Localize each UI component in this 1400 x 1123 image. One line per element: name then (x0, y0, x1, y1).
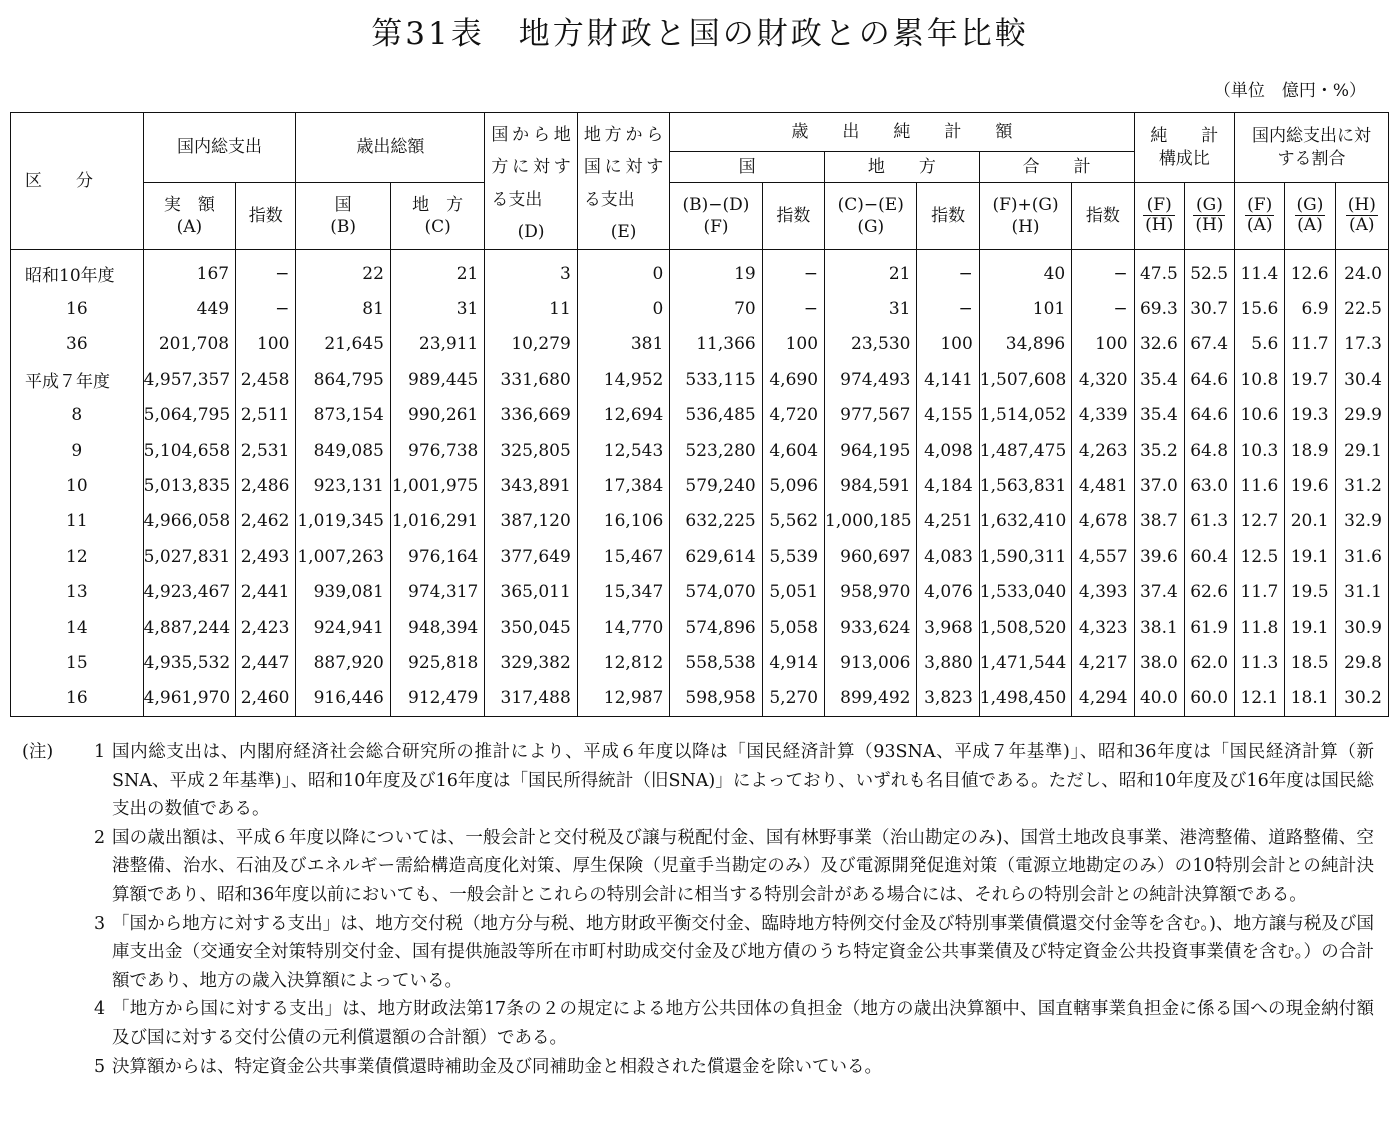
table-cell: 100 (1072, 327, 1134, 362)
notes-section (22, 738, 1374, 1081)
table-cell: − (1072, 291, 1134, 326)
header-junkei-gokei: 合 計 (979, 152, 1134, 183)
table-cell: 574,070 (670, 575, 762, 610)
table-cell: 317,488 (485, 681, 577, 717)
table-cell: 18.5 (1285, 645, 1335, 680)
header-bd-f: (B)−(D) (F) (670, 183, 762, 250)
table-cell: 10.6 (1235, 398, 1285, 433)
table-cell: 4,966,058 (143, 504, 235, 539)
table-cell: 2,462 (236, 504, 296, 539)
table-cell: 18.9 (1285, 433, 1335, 468)
note-number: 1 (94, 742, 106, 762)
table-cell: 377,649 (485, 539, 577, 574)
table-row (11, 250, 1389, 292)
table-cell: 15.6 (1235, 291, 1285, 326)
row-label: 16 (11, 681, 144, 717)
table-cell: 1,507,608 (979, 362, 1071, 397)
table-cell: 31 (825, 291, 917, 326)
table-cell: 964,195 (825, 433, 917, 468)
table-cell: 5,058 (762, 610, 824, 645)
table-cell: 3,823 (917, 681, 979, 717)
table-cell: 100 (236, 327, 296, 362)
table-cell: 4,320 (1072, 362, 1134, 397)
table-cell: 2,531 (236, 433, 296, 468)
table-cell: 960,697 (825, 539, 917, 574)
table-cell: 14,952 (577, 362, 669, 397)
table-cell: 2,447 (236, 645, 296, 680)
table-cell: 4,393 (1072, 575, 1134, 610)
table-cell: 16,106 (577, 504, 669, 539)
table-cell: 329,382 (485, 645, 577, 680)
table-cell: 5,027,831 (143, 539, 235, 574)
table-cell: − (917, 291, 979, 326)
table-cell: 47.5 (1134, 250, 1184, 292)
header-ratio-fh: $\frac{(F)}{(H)}$ (1134, 183, 1184, 250)
header-fg-h: (F)+(G) (H) (979, 183, 1071, 250)
row-label: 15 (11, 645, 144, 680)
table-cell: 30.7 (1184, 291, 1234, 326)
table-cell: 18.1 (1285, 681, 1335, 717)
table-cell: 325,805 (485, 433, 577, 468)
table-cell: 1,514,052 (979, 398, 1071, 433)
table-cell: 6.9 (1285, 291, 1335, 326)
table-cell: 38.0 (1134, 645, 1184, 680)
table-cell: 1,632,410 (979, 504, 1071, 539)
note-text: 「国から地方に対する支出」は、地方交付税（地方分与税、地方財政平衡交付金、臨時地方特例交付金及び特別事業債償還交付金等を含む。)、地方譲与税及び国庫支出金（交通安全対策特別交付金、国有提供施設等所在市町村助成交付金及び地方債のうち特定資金公共事業債及び特定資金公共投資事業債を含む。）の合計額であり、地方の歳入決算額によっている。 (112, 913, 1374, 991)
table-cell: 10.8 (1235, 362, 1285, 397)
table-cell: 4,083 (917, 539, 979, 574)
header-junkei-kuni: 国 (670, 152, 825, 183)
table-cell: 4,076 (917, 575, 979, 610)
table-cell: 933,624 (825, 610, 917, 645)
table-cell: 3,880 (917, 645, 979, 680)
row-label: 16 (11, 291, 144, 326)
table-cell: 100 (917, 327, 979, 362)
header-kubun: 区 分 (11, 113, 144, 250)
table-cell: 974,493 (825, 362, 917, 397)
table-cell: − (762, 291, 824, 326)
table-cell: 1,498,450 (979, 681, 1071, 717)
table-cell: 4,217 (1072, 645, 1134, 680)
table-cell: 948,394 (390, 610, 484, 645)
table-row (11, 398, 1389, 433)
table-row (11, 539, 1389, 574)
table-cell: 37.4 (1134, 575, 1184, 610)
table-cell: 0 (577, 291, 669, 326)
header-shisu-h: 指数 (1072, 183, 1134, 250)
note-number: 2 (94, 827, 106, 848)
table-cell: 5,013,835 (143, 468, 235, 503)
table-cell: 11.7 (1285, 327, 1335, 362)
table-cell: 37.0 (1134, 468, 1184, 503)
table-cell: 1,471,544 (979, 645, 1071, 680)
table-cell: 4,935,532 (143, 645, 235, 680)
table-cell: 35.2 (1134, 433, 1184, 468)
table-cell: 40.0 (1134, 681, 1184, 717)
table-cell: 350,045 (485, 610, 577, 645)
table-cell: 31.1 (1335, 575, 1388, 610)
table-cell: 62.0 (1184, 645, 1234, 680)
row-label: 10 (11, 468, 144, 503)
table-row (11, 327, 1389, 362)
table-cell: 536,485 (670, 398, 762, 433)
table-cell: 4,263 (1072, 433, 1134, 468)
header-wariai: 国内総支出に対する割合 (1235, 113, 1389, 183)
table-cell: 4,914 (762, 645, 824, 680)
table-cell: − (236, 291, 296, 326)
table-cell: 4,098 (917, 433, 979, 468)
table-cell: 977,567 (825, 398, 917, 433)
table-cell: 29.9 (1335, 398, 1388, 433)
table-cell: 11.4 (1235, 250, 1285, 292)
table-cell: 2,458 (236, 362, 296, 397)
table-cell: 2,486 (236, 468, 296, 503)
table-cell: 34,896 (979, 327, 1071, 362)
table-cell: 62.6 (1184, 575, 1234, 610)
table-cell: 984,591 (825, 468, 917, 503)
table-cell: 2,441 (236, 575, 296, 610)
table-cell: 2,493 (236, 539, 296, 574)
table-cell: 5,539 (762, 539, 824, 574)
header-ratio-gh: $\frac{(G)}{(H)}$ (1184, 183, 1234, 250)
table-cell: 924,941 (296, 610, 390, 645)
table-cell: 1,016,291 (390, 504, 484, 539)
table-cell: 15,347 (577, 575, 669, 610)
table-cell: 4,141 (917, 362, 979, 397)
table-cell: 19.6 (1285, 468, 1335, 503)
table-cell: 923,131 (296, 468, 390, 503)
table-cell: 15,467 (577, 539, 669, 574)
table-cell: 849,085 (296, 433, 390, 468)
table-cell: 1,487,475 (979, 433, 1071, 468)
table-cell: 12.5 (1235, 539, 1285, 574)
note-text: 国内総支出は、内閣府経済社会総合研究所の推計により、平成６年度以降は「国民経済計算（93SNA、平成７年基準)」、昭和36年度は「国民経済計算（新SNA、平成２年基準)」、昭和10年度及び16年度は「国民所得統計（旧SNA)」によっており、いずれも名目値である。ただし、昭和10年度及び16年度は国民総支出の数値である。 (112, 742, 1374, 820)
table-cell: 11.3 (1235, 645, 1285, 680)
table-cell: 38.1 (1134, 610, 1184, 645)
table-cell: 5,096 (762, 468, 824, 503)
table-cell: 939,081 (296, 575, 390, 610)
table-cell: 4,294 (1072, 681, 1134, 717)
table-cell: 381 (577, 327, 669, 362)
table-cell: 167 (143, 250, 235, 292)
note-item (22, 824, 1374, 910)
note-text: 決算額からは、特定資金公共事業債償還時補助金及び同補助金と相殺された償還金を除いている。 (112, 1056, 882, 1077)
table-row (11, 681, 1389, 717)
table-cell: 21,645 (296, 327, 390, 362)
table-body (11, 250, 1389, 717)
table-cell: 64.8 (1184, 433, 1234, 468)
table-cell: 23,530 (825, 327, 917, 362)
row-label: 36 (11, 327, 144, 362)
row-label: 8 (11, 398, 144, 433)
table-cell: 4,184 (917, 468, 979, 503)
table-cell: 1,001,975 (390, 468, 484, 503)
table-cell: 38.7 (1134, 504, 1184, 539)
table-cell: 4,678 (1072, 504, 1134, 539)
table-cell: 63.0 (1184, 468, 1234, 503)
table-cell: 912,479 (390, 681, 484, 717)
table-cell: 12,694 (577, 398, 669, 433)
table-cell: 40 (979, 250, 1071, 292)
table-row (11, 362, 1389, 397)
table-cell: 60.4 (1184, 539, 1234, 574)
table-cell: 21 (825, 250, 917, 292)
table-cell: 989,445 (390, 362, 484, 397)
table-cell: 0 (577, 250, 669, 292)
table-cell: 449 (143, 291, 235, 326)
header-chiho-c: 地 方 (C) (390, 183, 484, 250)
row-label: 12 (11, 539, 144, 574)
note-text: 「地方から国に対する支出」は、地方財政法第17条の２の規定による地方公共団体の負担金（地方の歳出決算額中、国直轄事業負担金に係る国への現金納付額及び国に対する交付公債の元利償還額の合計額）である。 (112, 999, 1374, 1048)
table-cell: 4,481 (1072, 468, 1134, 503)
row-label: 13 (11, 575, 144, 610)
table-cell: 4,923,467 (143, 575, 235, 610)
table-cell: 533,115 (670, 362, 762, 397)
table-cell: 10.3 (1235, 433, 1285, 468)
table-cell: 1,533,040 (979, 575, 1071, 610)
table-cell: 61.3 (1184, 504, 1234, 539)
note-item (22, 995, 1374, 1052)
table-cell: 976,738 (390, 433, 484, 468)
header-junkei-chiho: 地 方 (825, 152, 980, 183)
header-kuni-kara-chiho: 国から地方に対する支出 (D) (485, 113, 577, 250)
table-cell: 4,720 (762, 398, 824, 433)
table-cell: 67.4 (1184, 327, 1234, 362)
table-cell: 574,896 (670, 610, 762, 645)
table-cell: 1,000,185 (825, 504, 917, 539)
table-cell: 60.0 (1184, 681, 1234, 717)
table-cell: − (917, 250, 979, 292)
table-cell: 11.6 (1235, 468, 1285, 503)
table-cell: 387,120 (485, 504, 577, 539)
table-cell: 11.7 (1235, 575, 1285, 610)
table-cell: 2,460 (236, 681, 296, 717)
table-cell: 22 (296, 250, 390, 292)
note-number: 4 (94, 999, 106, 1020)
note-item (22, 1053, 1374, 1082)
table-cell: 17.3 (1335, 327, 1388, 362)
table-cell: 32.6 (1134, 327, 1184, 362)
header-shisu-a: 指数 (236, 183, 296, 250)
notes-head: (注) (22, 742, 54, 762)
header-chiho-kara-kuni: 地方から国に対する支出 (E) (577, 113, 669, 250)
header-jitsugaku: 実 額 (A) (143, 183, 235, 250)
table-cell: 916,446 (296, 681, 390, 717)
table-cell: − (236, 250, 296, 292)
note-number: 3 (94, 913, 106, 934)
table-cell: 887,920 (296, 645, 390, 680)
table-cell: 925,818 (390, 645, 484, 680)
table-cell: 4,557 (1072, 539, 1134, 574)
table-row (11, 468, 1389, 503)
table-cell: 12,987 (577, 681, 669, 717)
table-cell: 958,970 (825, 575, 917, 610)
table-cell: 52.5 (1184, 250, 1234, 292)
header-ratio-fa: $\frac{(F)}{(A)}$ (1235, 183, 1285, 250)
header-junkei: 歳 出 純 計 額 (670, 113, 1134, 152)
table-cell: 31.2 (1335, 468, 1388, 503)
table-cell: − (1072, 250, 1134, 292)
table-cell: 4,961,970 (143, 681, 235, 717)
table-cell: 17,384 (577, 468, 669, 503)
table-row (11, 504, 1389, 539)
header-kosei: 純 計構成比 (1134, 113, 1235, 183)
table-cell: 32.9 (1335, 504, 1388, 539)
table-cell: 11,366 (670, 327, 762, 362)
table-cell: 3 (485, 250, 577, 292)
table-cell: 30.9 (1335, 610, 1388, 645)
table-cell: 5,104,658 (143, 433, 235, 468)
table-cell: 61.9 (1184, 610, 1234, 645)
table-cell: 19.3 (1285, 398, 1335, 433)
table-cell: 4,604 (762, 433, 824, 468)
table-cell: 1,563,831 (979, 468, 1071, 503)
table-cell: 5,064,795 (143, 398, 235, 433)
table-cell: 21 (390, 250, 484, 292)
table-cell: 579,240 (670, 468, 762, 503)
table-cell: 29.1 (1335, 433, 1388, 468)
table-cell: 4,323 (1072, 610, 1134, 645)
unit-label: （単位 億円・%） (1213, 81, 1366, 101)
table-cell: 35.4 (1134, 398, 1184, 433)
table-cell: 4,339 (1072, 398, 1134, 433)
table-cell: 14,770 (577, 610, 669, 645)
table-cell: 10,279 (485, 327, 577, 362)
table-cell: 5,562 (762, 504, 824, 539)
header-shisu-g: 指数 (917, 183, 979, 250)
table-cell: 29.8 (1335, 645, 1388, 680)
table-cell: 1,007,263 (296, 539, 390, 574)
header-kokunai: 国内総支出 (143, 113, 296, 183)
table-cell: 31.6 (1335, 539, 1388, 574)
table-cell: 11.8 (1235, 610, 1285, 645)
notes-list (22, 738, 1374, 1081)
table-cell: 70 (670, 291, 762, 326)
header-ce-g: (C)−(E) (G) (825, 183, 917, 250)
table-cell: 19.1 (1285, 539, 1335, 574)
table-cell: 343,891 (485, 468, 577, 503)
table-row (11, 291, 1389, 326)
table-cell: 598,958 (670, 681, 762, 717)
note-text: 国の歳出額は、平成６年度以降については、一般会計と交付税及び譲与税配付金、国有林野事業（治山勘定のみ)、国営土地改良事業、港湾整備、道路整備、空港整備、治水、石油及びエネルギー需給構造高度化対策、厚生保険（児童手当勘定のみ）及び電源開発促進対策（電源立地勘定のみ）の10特別会計との純計決算額であり、昭和36年度以前においても、一般会計とこれらの特別会計に相当する特別会計がある場合には、それらの特別会計との純計決算額である。 (112, 827, 1374, 905)
table-cell: 4,155 (917, 398, 979, 433)
note-number: 5 (94, 1056, 106, 1077)
table-cell: 336,669 (485, 398, 577, 433)
table-cell: 1,019,345 (296, 504, 390, 539)
table-cell: 1,590,311 (979, 539, 1071, 574)
table-cell: 331,680 (485, 362, 577, 397)
note-item (22, 910, 1374, 996)
header-shisu-f: 指数 (762, 183, 824, 250)
row-label: 11 (11, 504, 144, 539)
table-cell: 101 (979, 291, 1071, 326)
table-cell: 558,538 (670, 645, 762, 680)
table-cell: 629,614 (670, 539, 762, 574)
table-cell: 5,051 (762, 575, 824, 610)
table-cell: 19.5 (1285, 575, 1335, 610)
table-cell: 2,511 (236, 398, 296, 433)
table-cell: 632,225 (670, 504, 762, 539)
header-ratio-ha: $\frac{(H)}{(A)}$ (1335, 183, 1388, 250)
table-cell: 5.6 (1235, 327, 1285, 362)
table-cell: 12,812 (577, 645, 669, 680)
table-cell: 201,708 (143, 327, 235, 362)
row-label: 昭和10年度 (11, 250, 144, 292)
table-cell: 990,261 (390, 398, 484, 433)
table-cell: − (762, 250, 824, 292)
table-cell: 4,690 (762, 362, 824, 397)
table-cell: 81 (296, 291, 390, 326)
table-row (11, 433, 1389, 468)
table-cell: 22.5 (1335, 291, 1388, 326)
table-row (11, 575, 1389, 610)
table-cell: 24.0 (1335, 250, 1388, 292)
data-table (10, 112, 1389, 717)
table-cell: 4,251 (917, 504, 979, 539)
table-cell: 31 (390, 291, 484, 326)
row-label: 14 (11, 610, 144, 645)
table-cell: 69.3 (1134, 291, 1184, 326)
table-cell: 39.6 (1134, 539, 1184, 574)
table-cell: 19.1 (1285, 610, 1335, 645)
table-cell: 64.6 (1184, 362, 1234, 397)
table-cell: 974,317 (390, 575, 484, 610)
table-row (11, 645, 1389, 680)
table-cell: 913,006 (825, 645, 917, 680)
table-cell: 899,492 (825, 681, 917, 717)
page-title: 第31表 地方財政と国の財政との累年比較 (371, 16, 1029, 52)
table-cell: 12,543 (577, 433, 669, 468)
table-cell: 19 (670, 250, 762, 292)
table-cell: 23,911 (390, 327, 484, 362)
table-cell: 35.4 (1134, 362, 1184, 397)
table-cell: 365,011 (485, 575, 577, 610)
table-cell: 3,968 (917, 610, 979, 645)
note-item (22, 738, 1374, 824)
table-cell: 30.2 (1335, 681, 1388, 717)
table-cell: 5,270 (762, 681, 824, 717)
header-ratio-ga: $\frac{(G)}{(A)}$ (1285, 183, 1335, 250)
table-cell: 20.1 (1285, 504, 1335, 539)
table-cell: 873,154 (296, 398, 390, 433)
table-cell: 4,957,357 (143, 362, 235, 397)
table-cell: 1,508,520 (979, 610, 1071, 645)
table-cell: 12.6 (1285, 250, 1335, 292)
table-cell: 30.4 (1335, 362, 1388, 397)
table-cell: 2,423 (236, 610, 296, 645)
table-cell: 976,164 (390, 539, 484, 574)
row-label: 9 (11, 433, 144, 468)
table-cell: 19.7 (1285, 362, 1335, 397)
table-cell: 64.6 (1184, 398, 1234, 433)
header-kuni-b: 国 (B) (296, 183, 390, 250)
table-cell: 100 (762, 327, 824, 362)
table-row (11, 610, 1389, 645)
table-cell: 11 (485, 291, 577, 326)
table-cell: 12.1 (1235, 681, 1285, 717)
table-cell: 864,795 (296, 362, 390, 397)
row-label: 平成７年度 (11, 362, 144, 397)
header-saishutsu: 歳出総額 (296, 113, 485, 183)
table-cell: 523,280 (670, 433, 762, 468)
table-cell: 12.7 (1235, 504, 1285, 539)
table-cell: 4,887,244 (143, 610, 235, 645)
